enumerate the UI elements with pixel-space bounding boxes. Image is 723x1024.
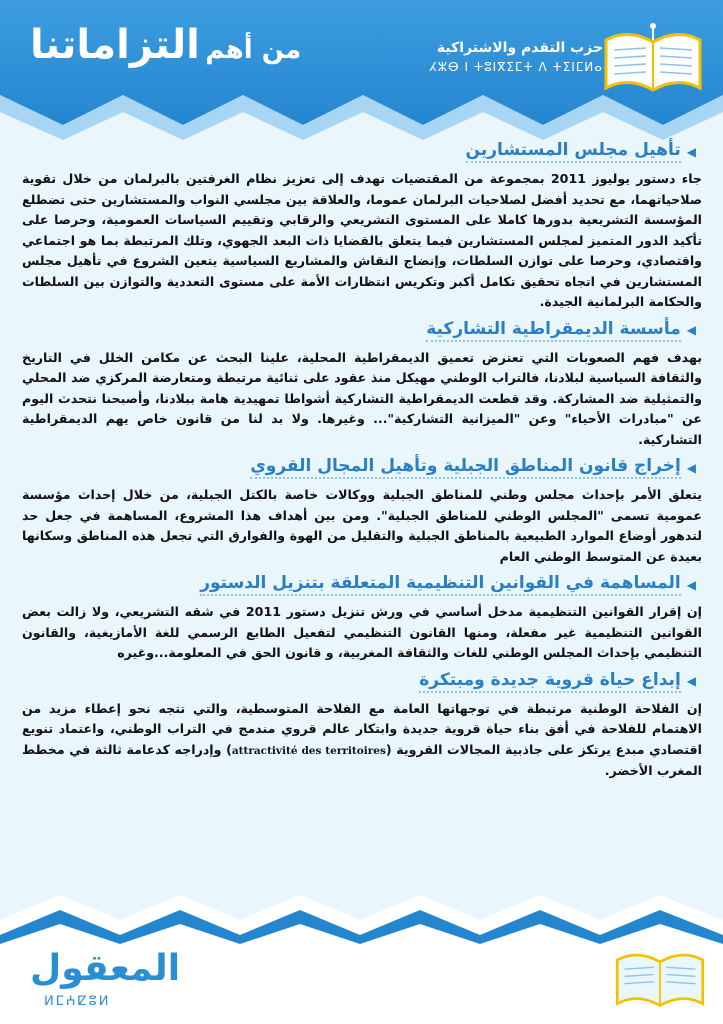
page-title-main: التزاماتنا xyxy=(30,22,200,68)
open-book-footer-icon xyxy=(610,940,710,1020)
triangle-bullet-icon: ◀ xyxy=(686,144,696,159)
open-book-logo-icon xyxy=(598,18,708,106)
section-heading-text: إبداع حياة قروية جديدة ومبتكرة xyxy=(419,670,681,693)
section-body: يتعلق الأمر بإحداث مجلس وطني للمناطق الجبلية ووكالات خاصة بالكتل الجبلية، من خلال إحداث مؤسسة عمومية تسمى "المجلس الوطني للمناطق الجبلية". ومن بين أهداف هذا المشروع، المساهمة في جعل حد لتدهور أوضاع الموارد الطبيعية بالمناطق الجبلية والتقليل من الهوة والفوارق التي تجعل هذه المناطق وسكانها بعيدة عن المتوسط الوطني العام xyxy=(22,487,702,564)
section-heading xyxy=(22,456,696,479)
section-body-post: وإدراجه كدعامة ثالثة في مخطط المغرب الأخضر. xyxy=(22,741,702,778)
section-body: بهدف فهم الصعوبات التي تعترض تعميق الديمقراطية المحلية، علينا البحث عن مكامن الخلل في التاريخ والثقافة السياسية لبلادنا، فالتراب الوطني مهيكل منذ عقود على ثنائية مرتبطة ومتعارضة المركزي ضد المحلي والتمثيلية ضد المشاركة. وقد قطعت الديمقراطية التشاركية أشواطا تمهيدية هامة ببلادنا، وأصبحنا نتحدث اليوم عن "مبادرات الأحياء" وعن "الميزانية التشاركية"... وغيرها. ولا بد لنا من قانون خاص يهم الديمقراطية التشاركية. xyxy=(22,349,702,447)
section-body-latin: attractivité des territoires xyxy=(231,744,386,757)
section-heading-text: المساهمة في القوانين التنظيمية المتعلقة بتنزيل الدستور xyxy=(200,573,681,596)
section-participatory-democracy xyxy=(22,319,702,451)
brand-logo: المعقول xyxy=(30,948,181,989)
triangle-bullet-icon: ◀ xyxy=(686,674,696,688)
party-identity xyxy=(403,40,603,74)
section-organic-laws xyxy=(22,573,702,664)
section-rural-life xyxy=(22,670,702,782)
section-senate-reform xyxy=(22,140,702,313)
brand-logo-tifinagh: ⵍⵎⵄⵇⵓⵍ xyxy=(44,994,111,1009)
section-body: إن إقرار القوانين التنظيمية مدخل أساسي في ورش تنزيل دستور 2011 في شقه التشريعي، ولا زالت بعض القوانين التنظيمية غير مفعلة، ومنها القانون التنظيمي لتفعيل الطابع الرسمي للغة الأمازيغية، والقانون التنظيمي بإحداث المجلس الوطني للغات والثقافة المغربية، و قانون الحق في المعلومة...وغيره xyxy=(22,604,702,660)
section-body: جاء دستور يوليوز 2011 بمجموعة من المقتضيات تهدف إلى تعزيز نظام الغرفتين بالبرلمان من خلال تقوية صلاحياتهما، مع تحديد أفضل لصلاحيات البرلمان عموما، والعلاقة بين مجلسي النواب والمستشارين حتى تضطلع المؤسسة التشريعية بدورها كاملا على المستوى التشريعي والرقابي وتقييم السياسات العمومية، وحرصا على تأكيد الدور المتميز لمجلس المستشارين فيما يتعلق بالقضايا ذات البعد الجهوي، وتلك المرتبطة بما هو اجتماعي واقتصادي، وحرصا على توازن السلطات، وإنضاج النقاش والمشاريع السياسية يتعين الشروع في تأهيل مجلس المستشارين في اتجاه تحقيق تكامل أكبر وتكريس انتظارات الأمة على مستوى التعددية والتوازن بين السلطات والحكامة البرلمانية الجيدة. xyxy=(22,171,702,309)
triangle-bullet-icon: ◀ xyxy=(686,577,696,592)
triangle-bullet-icon: ◀ xyxy=(686,460,696,475)
section-heading-text: تأهيل مجلس المستشارين xyxy=(466,140,681,163)
section-heading xyxy=(22,573,696,596)
section-heading-text: إخراج قانون المناطق الجبلية وتأهيل المجال القروي xyxy=(250,456,681,479)
section-mountain-areas xyxy=(22,456,702,567)
page-title-prefix: من أهم xyxy=(205,35,302,65)
party-name-tifinagh: ⵃⵣⴱ ⵏ ⵜⵓⵏⴳⵉⵎⵜ ⴷ ⵜⵉⵏⵎⵍⴰ xyxy=(429,60,603,74)
section-heading xyxy=(22,140,696,163)
section-body: إن الفلاحة الوطنية مرتبطة في توجهاتها العامة مع الفلاحة المتوسطية، والتي تتجه نحو إعطاء مزيد من الاهتمام للفلاحة في أفق بناء حياة قروية جديدة وابتكار عالم قروي مندمج في التراب الوطني، واعتماد تنويع اقتصادي مبدع يرتكز على جاذبية المجالات القروية (attractivité des territoires) وإدراجه كدعامة ثالثة في مخطط المغرب الأخضر. xyxy=(22,700,702,778)
page-title xyxy=(30,22,360,68)
party-name: حزب التقدم والاشتراكية xyxy=(436,40,603,56)
commitments-list xyxy=(22,140,702,788)
section-heading xyxy=(22,670,696,693)
triangle-bullet-icon: ◀ xyxy=(686,323,696,337)
section-heading xyxy=(22,319,696,342)
section-heading-text: مأسسة الديمقراطية التشاركية xyxy=(426,319,681,342)
section-body-pre: إن الفلاحة الوطنية مرتبطة في توجهاتها العامة مع الفلاحة المتوسطية، والتي تتجه نحو إعطاء مزيد من الاهتمام للفلاحة في أفق بناء حياة قروية جديدة وابتكار عالم قروي مندمج في التراب الوطني، واعتماد تنويع اقتصادي مبدع يرتكز على جاذبية المجالات القروية xyxy=(22,700,702,757)
